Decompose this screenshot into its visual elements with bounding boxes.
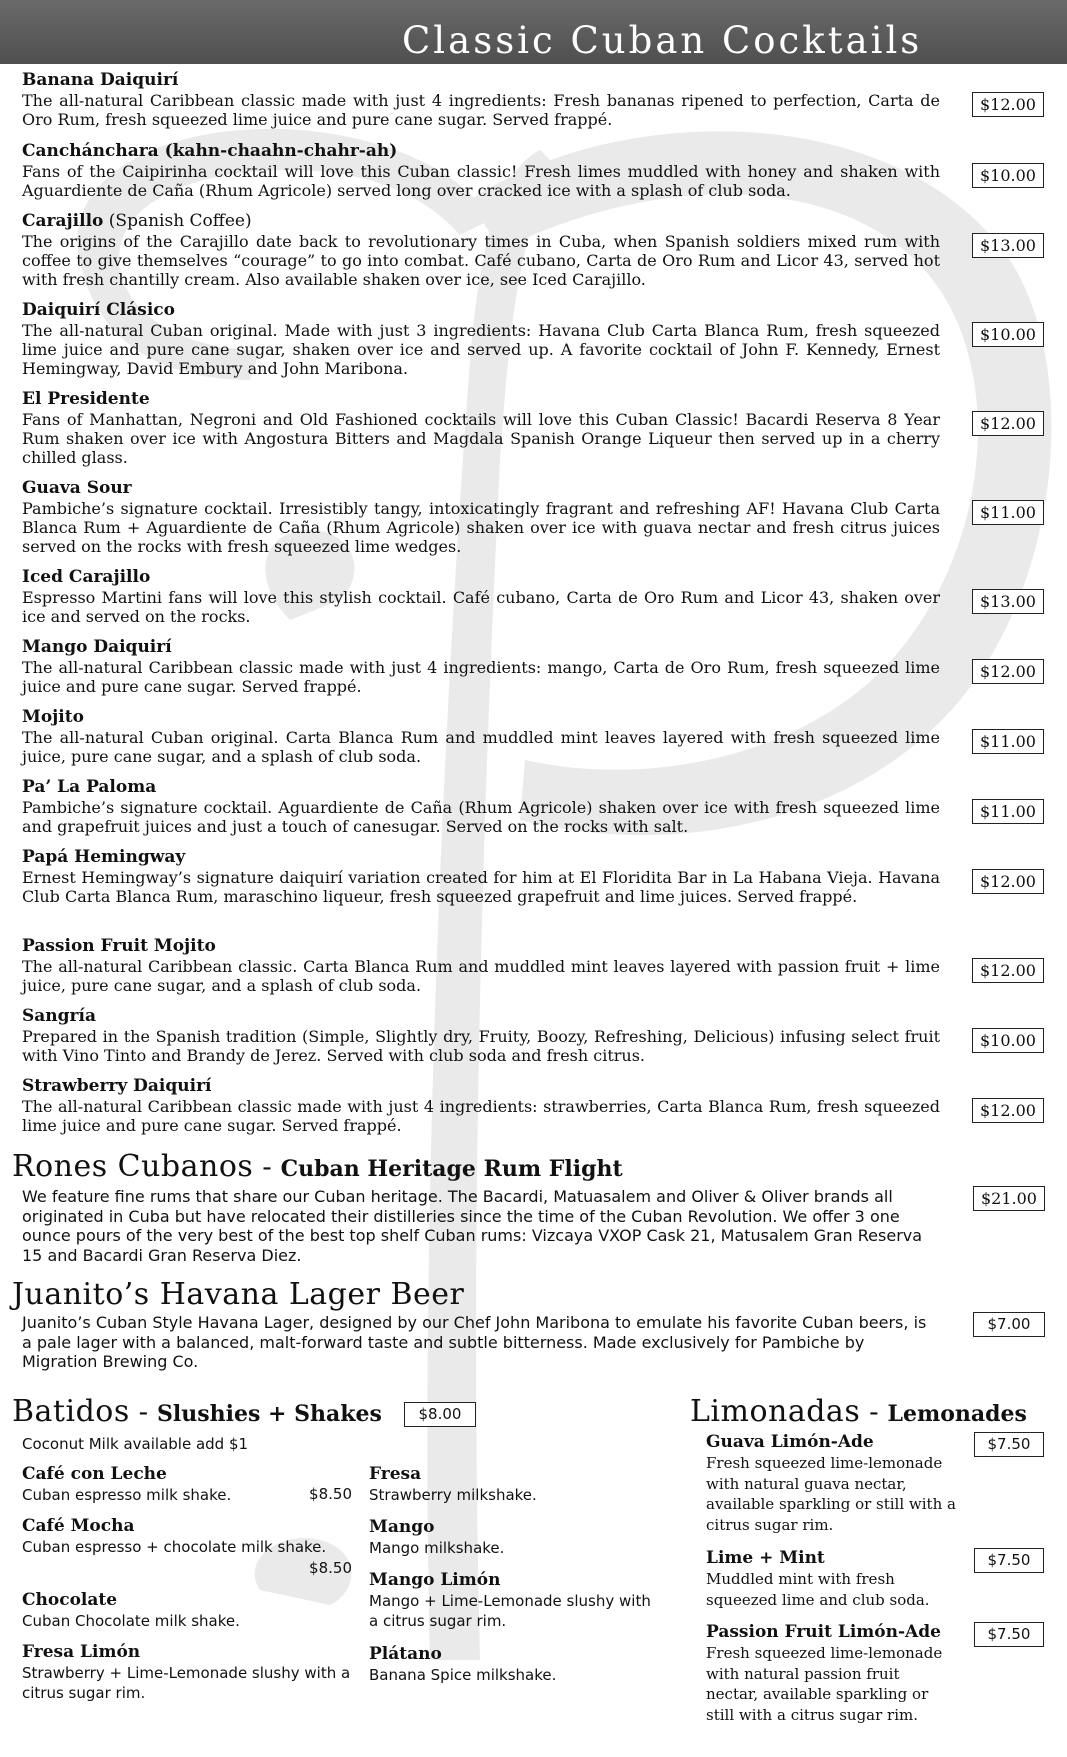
- cocktail-description: Espresso Martini fans will love this stylish cocktail. Café cubano, Carta de Oro Rum and Licor 43, shaken over ice and served on the rocks.: [22, 588, 940, 626]
- cocktail-item: [22, 707, 1052, 766]
- cocktail-name-text: Banana Daiquirí: [22, 70, 179, 90]
- batido-name: Mango: [369, 1517, 435, 1537]
- cocktail-name: [22, 70, 1052, 91]
- cocktail-price: $10.00: [972, 163, 1044, 188]
- cocktail-name: [22, 707, 1052, 728]
- rones-dash: -: [253, 1150, 281, 1183]
- batido-description: Strawberry milkshake.: [369, 1486, 537, 1504]
- cocktail-description: Fans of the Caipirinha cocktail will love this Cuban classic! Fresh limes muddled with honey and shaken with Aguardiente de Caña (Rhum Agricole) served long over cracked ice with a splash of club soda.: [22, 162, 940, 200]
- cocktail-price: $12.00: [972, 1098, 1044, 1123]
- limonada-price: $7.50: [974, 1622, 1044, 1647]
- cocktail-item: [22, 389, 1052, 467]
- cocktail-price: $12.00: [972, 659, 1044, 684]
- batido-description: Strawberry + Lime-Lemonade slushy with a citrus sugar rim.: [22, 1664, 351, 1702]
- limonada-price: $7.50: [974, 1432, 1044, 1457]
- cocktail-name: [22, 847, 1052, 868]
- lager-title: Juanito’s Havana Lager Beer: [12, 1277, 465, 1312]
- cocktail-price: $10.00: [972, 1028, 1044, 1053]
- limonada-item: [706, 1622, 1031, 1725]
- cocktail-item: [22, 777, 1052, 836]
- batido-description: Cuban espresso + chocolate milk shake.: [22, 1538, 327, 1556]
- cocktail-price: $11.00: [972, 799, 1044, 824]
- batido-price: $8.50: [309, 1559, 352, 1577]
- batido-name: Café Mocha: [22, 1516, 135, 1536]
- batido-item: [369, 1570, 659, 1631]
- cocktail-item: [22, 847, 1052, 906]
- cocktail-description: Prepared in the Spanish tradition (Simple, Slightly dry, Fruity, Boozy, Refreshing, Delicious) infusing select fruit with Vino Tinto and Brandy de Jerez. Served with club soda and fresh citrus.: [22, 1027, 940, 1065]
- limonada-price: $7.50: [974, 1548, 1044, 1573]
- cocktail-name: [22, 300, 1052, 321]
- batido-item: [369, 1517, 659, 1558]
- cocktail-name: [22, 389, 1052, 410]
- limonada-item: [706, 1432, 1031, 1535]
- batido-item: [369, 1464, 659, 1505]
- cocktail-name: [22, 1076, 1052, 1097]
- batido-name: Mango Limón: [369, 1570, 501, 1590]
- limonadas-subtitle: Lemonades: [887, 1401, 1027, 1427]
- cocktail-item: [22, 1006, 1052, 1065]
- cocktail-item: [22, 567, 1052, 626]
- cocktail-name-text: El Presidente: [22, 389, 150, 409]
- rones-section-title: [12, 1149, 623, 1184]
- cocktail-name: [22, 637, 1052, 658]
- cocktail-price: $12.00: [972, 92, 1044, 117]
- cocktail-name-text: Strawberry Daiquirí: [22, 1076, 212, 1096]
- batido-description: Cuban espresso milk shake.: [22, 1486, 232, 1504]
- cocktail-name-text: Canchánchara (kahn-chaahn-chahr-ah): [22, 141, 398, 161]
- limonada-name: Lime + Mint: [706, 1548, 825, 1568]
- cocktail-name: [22, 777, 1052, 798]
- cocktail-description: Pambiche’s signature cocktail. Aguardiente de Caña (Rhum Agricole) shaken over ice with fresh squeezed lime and grapefruit juices and just a touch of canesugar. Served on the rocks with salt.: [22, 798, 940, 836]
- batido-item: [22, 1642, 352, 1703]
- cocktail-description: The all-natural Caribbean classic made with just 4 ingredients: strawberries, Carta Blanca Rum, fresh squeezed lime juice and pure cane sugar. Served frappé.: [22, 1097, 940, 1135]
- lager-price: $7.00: [973, 1312, 1045, 1337]
- batidos-title: Batidos: [12, 1394, 130, 1429]
- rones-description: We feature fine rums that share our Cuban heritage. The Bacardi, Matuasalem and Oliver & Oliver brands all originated in Cuba but have relocated their distilleries since the time of the Cuban Revolution. We offer 3 one ounce pours of the very best of the best top shelf Cuban rums: Vizcaya VXOP Cask 21, Matusalem Gran Reserva 15 and Bacardi Gran Reserva Diez.: [22, 1187, 923, 1265]
- limonada-description: Fresh squeezed lime-lemonade with natural guava nectar, available sparkling or still with a citrus sugar rim.: [706, 1454, 956, 1534]
- cocktail-item: [22, 211, 1052, 289]
- limonadas-dash: -: [860, 1395, 888, 1428]
- cocktail-name-subtitle: (Spanish Coffee): [103, 211, 252, 231]
- cocktail-name-text: Daiquirí Clásico: [22, 300, 175, 320]
- limonada-description: Muddled mint with fresh squeezed lime and club soda.: [706, 1570, 930, 1609]
- batido-name: Café con Leche: [22, 1464, 167, 1484]
- batido-item: [22, 1590, 352, 1631]
- batido-item: [22, 1516, 352, 1577]
- cocktail-price: $13.00: [972, 233, 1044, 258]
- cocktail-description: Pambiche’s signature cocktail. Irresistibly tangy, intoxicatingly fragrant and refreshing AF! Havana Club Carta Blanca Rum + Aguardiente de Caña (Rhum Agricole) shaken over ice with guava nectar and fresh citrus juices served on the rocks with fresh squeezed lime wedges.: [22, 499, 940, 556]
- cocktail-item: [22, 141, 1052, 200]
- batido-item: [369, 1644, 659, 1685]
- cocktail-name-text: Sangría: [22, 1006, 96, 1026]
- cocktail-name: [22, 478, 1052, 499]
- cocktail-item: [22, 936, 1052, 995]
- cocktail-price: $12.00: [972, 958, 1044, 983]
- limonada-name: Guava Limón-Ade: [706, 1432, 874, 1452]
- cocktail-name: [22, 1006, 1052, 1027]
- batidos-dash: -: [129, 1395, 158, 1428]
- cocktail-name-text: Pa’ La Paloma: [22, 777, 157, 797]
- batidos-price: $8.00: [404, 1402, 476, 1427]
- cocktail-description: Fans of Manhattan, Negroni and Old Fashioned cocktails will love this Cuban Classic! Bacardi Reserva 8 Year Rum shaken over ice with Angostura Bitters and Magdala Spanish Orange Liqueur then served up in a cherry chilled glass.: [22, 410, 940, 467]
- cocktail-name-text: Iced Carajillo: [22, 567, 151, 587]
- cocktail-description: Ernest Hemingway’s signature daiquirí variation created for him at El Floridita Bar in La Habana Vieja. Havana Club Carta Blanca Rum, maraschino liqueur, fresh squeezed grapefruit and lime juices. Served frappé.: [22, 868, 940, 906]
- batido-description: Mango milkshake.: [369, 1539, 505, 1557]
- batido-description: Mango + Lime-Lemonade slushy with a citrus sugar rim.: [369, 1592, 651, 1630]
- cocktail-name: [22, 567, 1052, 588]
- cocktail-description: The origins of the Carajillo date back to revolutionary times in Cuba, when Spanish soldiers mixed rum with coffee to give themselves “courage” to go into combat. Café cubano, Carta de Oro Rum and Licor 43, served hot with fresh chantilly cream. Also available shaken over ice, see Iced Carajillo.: [22, 232, 940, 289]
- limonada-name: Passion Fruit Limón-Ade: [706, 1622, 941, 1642]
- cocktail-name-text: Passion Fruit Mojito: [22, 936, 216, 956]
- cocktail-price: $12.00: [972, 411, 1044, 436]
- cocktail-name: [22, 936, 1052, 957]
- lager-section-title: [12, 1277, 465, 1312]
- batido-name: Plátano: [369, 1644, 442, 1664]
- cocktail-name: [22, 141, 1052, 162]
- batido-description: Cuban Chocolate milk shake.: [22, 1612, 240, 1630]
- cocktail-price: $11.00: [972, 500, 1044, 525]
- cocktail-name-text: Mango Daiquirí: [22, 637, 172, 657]
- cocktail-description: The all-natural Cuban original. Carta Blanca Rum and muddled mint leaves layered with fresh squeezed lime juice, pure cane sugar, and a splash of club soda.: [22, 728, 940, 766]
- limonadas-title: Limonadas: [690, 1394, 861, 1429]
- cocktail-name-text: Papá Hemingway: [22, 847, 186, 867]
- cocktail-item: [22, 478, 1052, 556]
- batidos-subtitle: Slushies + Shakes: [157, 1401, 382, 1427]
- cocktail-price: $13.00: [972, 589, 1044, 614]
- batido-name: Fresa: [369, 1464, 422, 1484]
- batido-name: Chocolate: [22, 1590, 118, 1610]
- cocktail-item: [22, 300, 1052, 378]
- cocktail-item: [22, 70, 1052, 129]
- lager-description: Juanito’s Cuban Style Havana Lager, designed by our Chef John Maribona to emulate his favorite Cuban beers, is a pale lager with a balanced, malt-forward taste and subtle bitterness. Made exclusively for Pambiche by Migration Brewing Co.: [22, 1313, 927, 1371]
- rones-price: $21.00: [973, 1186, 1045, 1211]
- rones-title: Rones Cubanos: [12, 1149, 254, 1184]
- cocktail-description: The all-natural Caribbean classic. Carta Blanca Rum and muddled mint leaves layered with passion fruit + lime juice, pure cane sugar, and a splash of club soda.: [22, 957, 940, 995]
- cocktail-price: $11.00: [972, 729, 1044, 754]
- batidos-section-title: [12, 1394, 382, 1429]
- limonada-item: [706, 1548, 1031, 1610]
- page-title: Classic Cuban Cocktails: [402, 19, 923, 62]
- rones-subtitle: Cuban Heritage Rum Flight: [280, 1156, 623, 1182]
- limonada-description: Fresh squeezed lime-lemonade with natural passion fruit nectar, available sparkling or still with a citrus sugar rim.: [706, 1644, 943, 1724]
- batido-description: Banana Spice milkshake.: [369, 1666, 557, 1684]
- cocktail-name-text: Carajillo: [22, 211, 104, 231]
- cocktail-price: $12.00: [972, 869, 1044, 894]
- cocktail-description: The all-natural Caribbean classic made with just 4 ingredients: mango, Carta de Oro Rum, fresh squeezed lime juice and pure cane sugar. Served frappé.: [22, 658, 940, 696]
- cocktail-item: [22, 1076, 1052, 1135]
- cocktail-name: [22, 211, 1052, 232]
- coconut-milk-note: Coconut Milk available add $1: [22, 1435, 249, 1453]
- batido-name: Fresa Limón: [22, 1642, 141, 1662]
- cocktail-name-text: Guava Sour: [22, 478, 132, 498]
- cocktail-name-text: Mojito: [22, 707, 84, 727]
- limonadas-section-title: [690, 1394, 1027, 1429]
- cocktail-description: The all-natural Cuban original. Made with just 3 ingredients: Havana Club Carta Blanca Rum, fresh squeezed lime juice and pure cane sugar, shaken over ice and served up. A favorite cocktail of John F. Kennedy, Ernest Hemingway, David Embury and John Maribona.: [22, 321, 940, 378]
- batido-price: $8.50: [309, 1485, 352, 1503]
- cocktail-item: [22, 637, 1052, 696]
- batido-item: [22, 1464, 352, 1505]
- cocktail-price: $10.00: [972, 322, 1044, 347]
- cocktail-description: The all-natural Caribbean classic made with just 4 ingredients: Fresh bananas ripened to perfection, Carta de Oro Rum, fresh squeezed lime juice and pure cane sugar. Served frappé.: [22, 91, 940, 129]
